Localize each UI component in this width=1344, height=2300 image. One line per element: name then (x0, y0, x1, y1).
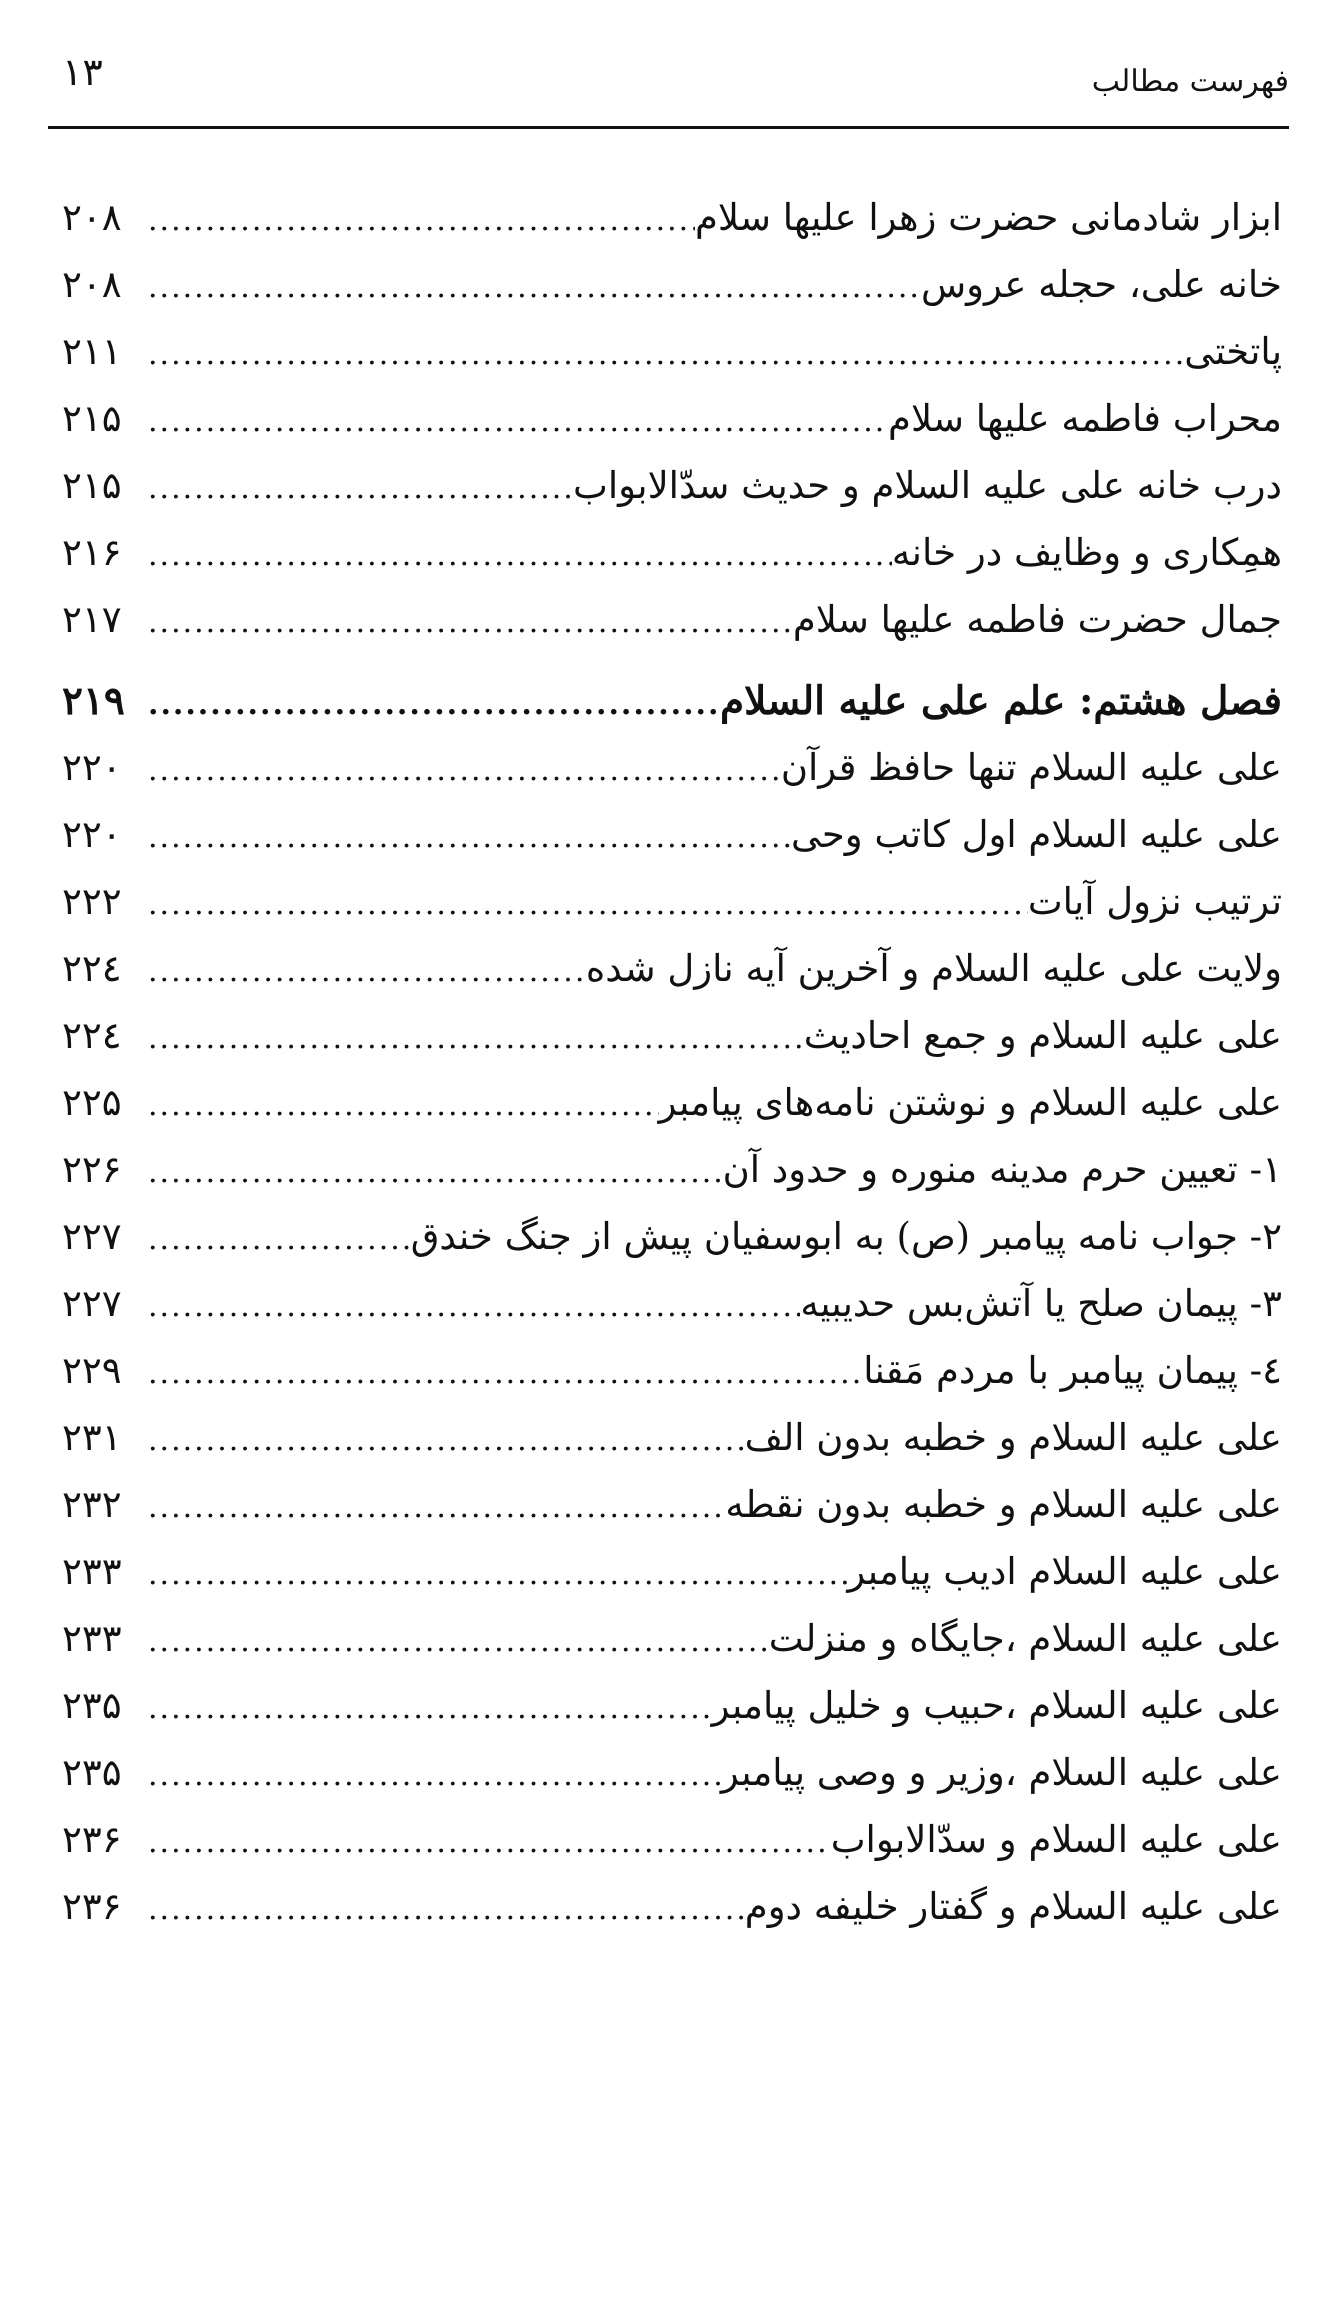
toc-entry-page: ۲۳۳ (62, 1617, 122, 1660)
toc-dot-leader (142, 937, 586, 1007)
toc-entry (62, 1068, 1282, 1138)
toc-entry-page: ۲۲۲ (62, 880, 122, 923)
toc-dot-leader (142, 1071, 659, 1141)
toc-dot-leader (142, 320, 1184, 390)
toc-entry-page: ۲۳۶ (62, 1818, 122, 1861)
toc-entry-title: علی علیه السلام و نوشتن نامه‌های پیامبر (658, 1081, 1282, 1124)
toc-entry-title: علی علیه السلام تنها حافظ قرآن (780, 746, 1282, 789)
toc-entry-title: ٤- پیمان پیامبر با مردم مَقنا (863, 1349, 1282, 1392)
toc-entry-title: علی علیه السلام ادیب پیامبر (847, 1550, 1282, 1593)
toc-entry-title: پاتختی (1184, 330, 1282, 373)
toc-entry (62, 1537, 1282, 1607)
toc-entry-title: فصل هشتم: علم علی علیه السلام (720, 678, 1282, 724)
toc-dot-leader (142, 588, 793, 658)
toc-entry-title: علی علیه السلام و جمع احادیث (803, 1014, 1282, 1057)
toc-entry (62, 1135, 1282, 1205)
toc-dot-leader (142, 1205, 411, 1275)
toc-entry-page: ۲۰۸ (62, 196, 122, 239)
toc-entry (62, 1001, 1282, 1071)
toc-entry-page: ۲۳۶ (62, 1885, 122, 1928)
toc-dot-leader (142, 1875, 745, 1945)
toc-entry-title: ۳- پیمان صلح یا آتش‌بس حدیبیه (800, 1282, 1282, 1325)
toc-entry-page: ۲۲۰ (62, 746, 122, 789)
toc-entry (62, 1738, 1282, 1808)
toc-entry-title: همِکاری و وظایف در خانه (891, 531, 1282, 574)
toc-entry (62, 1269, 1282, 1339)
toc-entry (62, 1336, 1282, 1406)
toc-entry-page: ۲۱۶ (62, 531, 122, 574)
toc-dot-leader (142, 454, 573, 524)
toc-entry-page: ۲۲٤ (62, 947, 122, 990)
toc-dot-leader (142, 1473, 725, 1543)
toc-entry-page: ۲۲٤ (62, 1014, 122, 1057)
toc-entry (62, 1403, 1282, 1473)
toc-dot-leader (142, 1741, 721, 1811)
running-title: فهرست مطالب (1091, 64, 1289, 99)
toc-dot-leader (142, 1339, 863, 1409)
toc-entry (62, 451, 1282, 521)
toc-dot-leader (142, 1674, 712, 1744)
toc-entry-page: ۲۱۷ (62, 598, 122, 641)
toc-entry-title: علی علیه السلام اول کاتب وحی (791, 813, 1282, 856)
toc-entry-title: ابزار شادمانی حضرت زهرا علیها سلام (694, 196, 1282, 239)
toc-dot-leader (142, 186, 695, 256)
toc-entry (62, 1470, 1282, 1540)
toc-entry-page: ۲۰۸ (62, 263, 122, 306)
toc-entry (62, 1872, 1282, 1942)
toc-dot-leader (142, 387, 888, 457)
toc-entry-page: ۲۲۷ (62, 1215, 122, 1258)
toc-entry-title: جمال حضرت فاطمه علیها سلام (792, 598, 1282, 641)
toc-entry-title: علی علیه السلام ،وزیر و وصی پیامبر (720, 1751, 1282, 1794)
toc-entry (62, 867, 1282, 937)
toc-dot-leader (142, 670, 720, 740)
table-of-contents (62, 0, 1282, 2300)
toc-entry (62, 183, 1282, 253)
toc-entry-page: ۲۳۱ (62, 1416, 122, 1459)
toc-entry-page: ۲۲۵ (62, 1081, 122, 1124)
toc-entry-title: ولایت علی علیه السلام و آخرین آیه نازل شده (585, 947, 1282, 990)
toc-dot-leader (142, 1138, 723, 1208)
toc-dot-leader (142, 1406, 745, 1476)
toc-dot-leader (142, 1607, 769, 1677)
toc-dot-leader (142, 521, 892, 591)
toc-entry-page: ۲۲۶ (62, 1148, 122, 1191)
toc-entry-title: محراب فاطمه علیها سلام (888, 397, 1282, 440)
toc-entry-page: ۲۱۵ (62, 397, 122, 440)
toc-entry (62, 1805, 1282, 1875)
toc-entry (62, 1671, 1282, 1741)
toc-entry-page: ۲۳۳ (62, 1550, 122, 1593)
toc-entry-page: ۲۲۹ (62, 1349, 122, 1392)
toc-entry-title: علی علیه السلام ،حبیب و خلیل پیامبر (711, 1684, 1282, 1727)
toc-dot-leader (142, 1272, 800, 1342)
toc-entry-title: علی علیه السلام ،جایگاه و منزلت (768, 1617, 1282, 1660)
toc-entry (62, 1604, 1282, 1674)
page-number: ۱۳ (62, 50, 103, 94)
toc-entry-page: ۲۱۱ (62, 330, 122, 373)
toc-chapter-heading (62, 666, 1282, 736)
toc-entry-page: ۲۲۰ (62, 813, 122, 856)
toc-entry-page: ۲۲۷ (62, 1282, 122, 1325)
toc-entry-page: ۲۱۹ (62, 678, 125, 724)
toc-entry-page: ۲۳۵ (62, 1751, 122, 1794)
toc-entry-title: ۱- تعیین حرم مدینه منوره و حدود آن (722, 1148, 1282, 1191)
toc-dot-leader (142, 1808, 831, 1878)
toc-entry-title: ترتیب نزول آیات (1027, 880, 1282, 923)
toc-entry-title: علی علیه السلام و خطبه بدون الف (744, 1416, 1282, 1459)
toc-entry (62, 384, 1282, 454)
toc-dot-leader (142, 1004, 804, 1074)
toc-entry (62, 800, 1282, 870)
toc-dot-leader (142, 870, 1028, 940)
toc-entry-title: درب خانه علی علیه السلام و حدیث سدّالابواب (573, 464, 1282, 507)
toc-dot-leader (142, 253, 921, 323)
toc-entry (62, 317, 1282, 387)
toc-dot-leader (142, 803, 791, 873)
toc-entry-title: علی علیه السلام و سدّالابواب (830, 1818, 1282, 1861)
toc-entry-title: علی علیه السلام و خطبه بدون نقطه (725, 1483, 1282, 1526)
toc-entry-title: علی علیه السلام و گفتار خلیفه دوم (744, 1885, 1282, 1928)
toc-dot-leader (142, 1540, 847, 1610)
toc-entry-page: ۲۳۲ (62, 1483, 122, 1526)
toc-entry (62, 1202, 1282, 1272)
toc-entry-title: ۲- جواب نامه پیامبر (ص) به ابوسفیان پیش از جنگ خندق (410, 1215, 1282, 1258)
toc-entry (62, 934, 1282, 1004)
toc-entry-page: ۲۱۵ (62, 464, 122, 507)
toc-dot-leader (142, 736, 781, 806)
toc-entry-page: ۲۳۵ (62, 1684, 122, 1727)
toc-entry (62, 250, 1282, 320)
toc-entry (62, 518, 1282, 588)
toc-entry-title: خانه علی، حجله عروس (920, 263, 1282, 306)
toc-entry (62, 733, 1282, 803)
toc-entry (62, 585, 1282, 655)
